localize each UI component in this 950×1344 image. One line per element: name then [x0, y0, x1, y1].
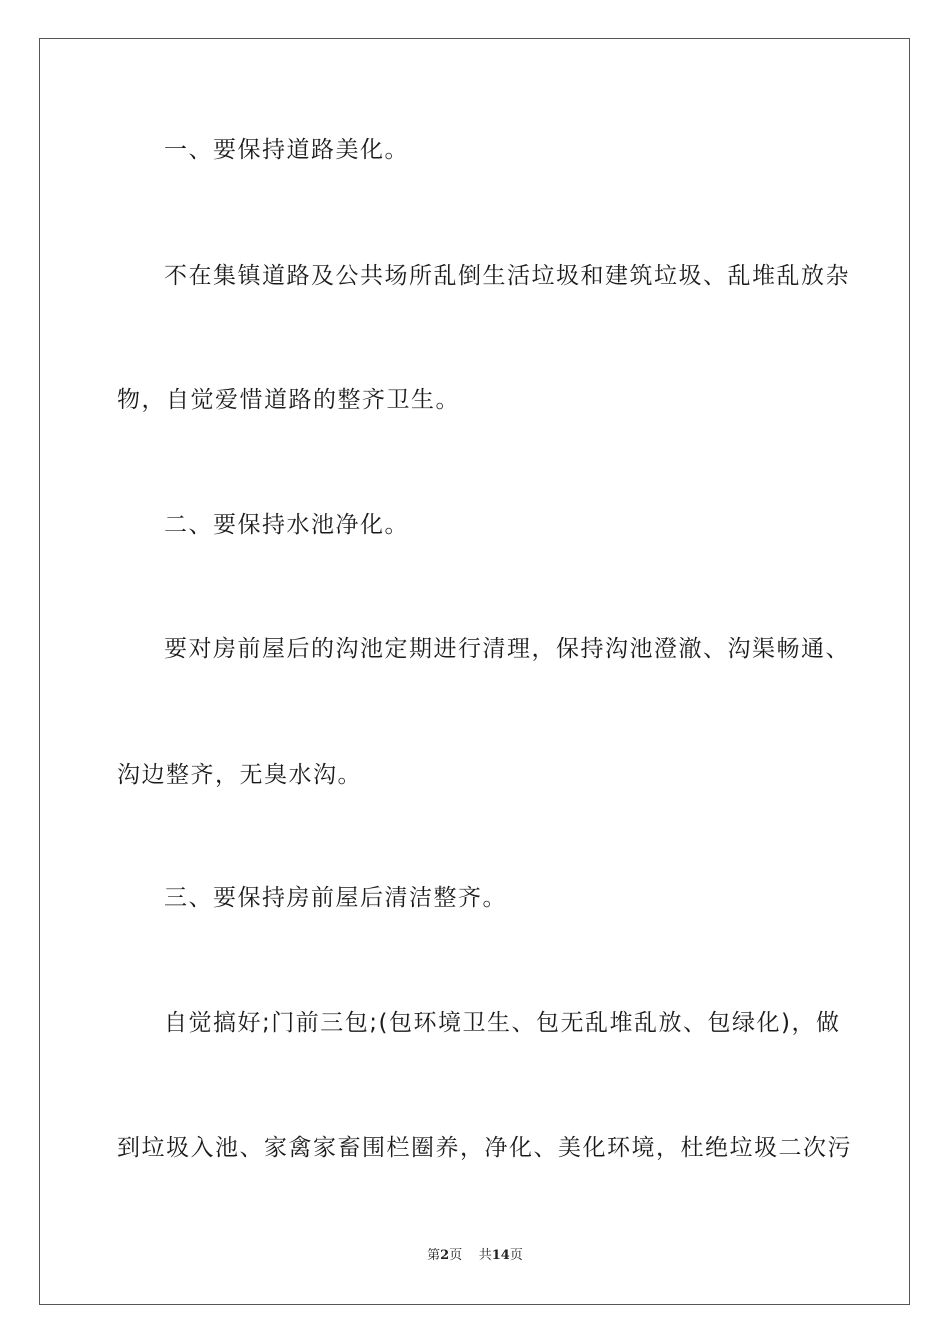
paragraph-line: 物，自觉爱惜道路的整齐卫生。	[117, 387, 460, 413]
paragraph-line: 要对房前屋后的沟池定期进行清理，保持沟池澄澈、沟渠畅通、	[164, 636, 850, 662]
section-heading-1: 一、要保持道路美化。	[164, 137, 409, 163]
paragraph-line: 到垃圾入池、家禽家畜围栏圈养，净化、美化环境，杜绝垃圾二次污	[117, 1135, 852, 1161]
paragraph-line: 沟边整齐，无臭水沟。	[117, 762, 362, 788]
footer-total-prefix: 共	[478, 1248, 492, 1263]
section-heading-2: 二、要保持水池净化。	[164, 512, 409, 538]
section-heading-3: 三、要保持房前屋后清洁整齐。	[164, 885, 507, 911]
footer-page-number: 2	[440, 1248, 450, 1263]
page-footer	[0, 1247, 950, 1265]
paragraph-line: 不在集镇道路及公共场所乱倒生活垃圾和建筑垃圾、乱堆乱放杂	[164, 263, 850, 289]
paragraph-line: 自觉搞好;门前三包;(包环境卫生、包无乱堆乱放、包绿化)，做	[164, 1010, 841, 1036]
footer-total-pages: 14	[491, 1248, 510, 1263]
footer-page-prefix: 第	[427, 1248, 441, 1263]
footer-page-suffix: 页	[449, 1248, 463, 1263]
footer-total-suffix: 页	[509, 1248, 523, 1263]
page-border	[39, 38, 910, 1305]
